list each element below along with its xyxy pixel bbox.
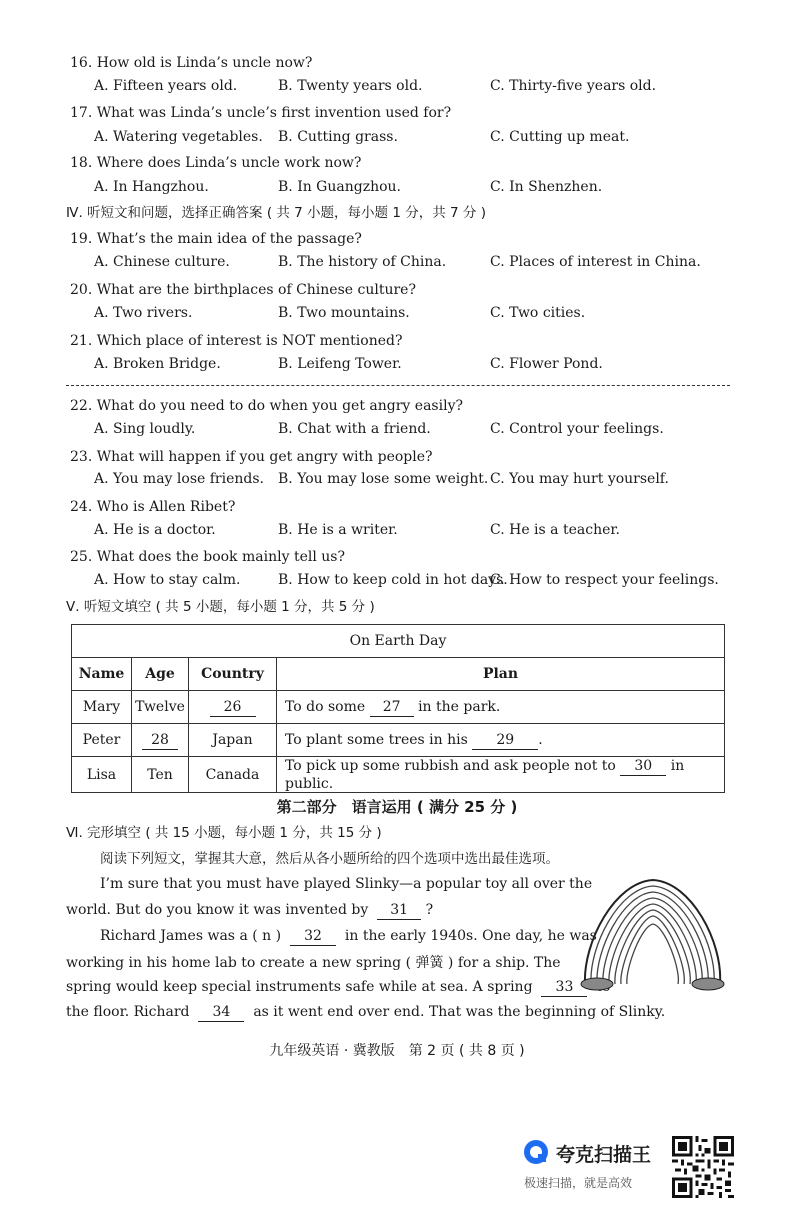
passage-text: Richard James was a ( n ) <box>100 928 282 944</box>
option-a: A. Broken Bridge. <box>94 356 221 372</box>
question-stem: 19. What’s the main idea of the passage? <box>70 231 362 247</box>
table-title: On Earth Day <box>72 625 725 658</box>
brand-name: 夸克扫描王 <box>556 1144 652 1166</box>
passage-text: as it went end over end. That was the beginning of Slinky. <box>253 1004 666 1020</box>
column-header: Age <box>132 658 189 691</box>
cut-line-divider <box>66 385 730 386</box>
cell-country: Japan <box>189 724 277 757</box>
table-header-row <box>72 658 725 691</box>
passage-text: the floor. Richard <box>66 1004 190 1020</box>
section-5-heading: Ⅴ. 听短文填空 ( 共 5 小题，每小题 1 分，共 5 分 ) <box>66 599 375 615</box>
question-stem: 21. Which place of interest is NOT mentioned? <box>70 333 403 349</box>
option-b: B. Leifeng Tower. <box>278 356 402 372</box>
plan-text: in the park. <box>418 698 501 715</box>
blank-30[interactable]: 30 <box>620 757 666 776</box>
brand-slogan: 极速扫描，就是高效 <box>524 1176 633 1190</box>
option-b: B. Two mountains. <box>278 305 410 321</box>
option-c: C. Cutting up meat. <box>490 129 630 145</box>
plan-text: . <box>538 731 543 748</box>
passage-text: ? <box>425 902 434 918</box>
option-c: C. Two cities. <box>490 305 586 321</box>
plan-text: To plant some trees in his <box>285 731 468 748</box>
option-a: A. Fifteen years old. <box>94 78 238 94</box>
qr-code-icon <box>672 1136 734 1198</box>
cell-plan <box>277 724 725 757</box>
column-header: Country <box>189 658 277 691</box>
option-b: B. Cutting grass. <box>278 129 398 145</box>
cell-age: Ten <box>132 757 189 793</box>
option-b: B. You may lose some weight. <box>278 471 489 487</box>
question-stem: 24. Who is Allen Ribet? <box>70 499 236 515</box>
option-a: A. You may lose friends. <box>94 471 264 487</box>
passage-line <box>66 978 610 997</box>
option-b: B. The history of China. <box>278 254 447 270</box>
cell-country: Canada <box>189 757 277 793</box>
slinky-image <box>575 872 730 992</box>
plan-text: in public. <box>285 758 685 792</box>
option-b: B. He is a writer. <box>278 522 398 538</box>
cell-plan <box>277 691 725 724</box>
question-stem: 25. What does the book mainly tell us? <box>70 549 345 565</box>
cell-age <box>132 724 189 757</box>
section-6-instruction: 阅读下列短文，掌握其大意，然后从各小题所给的四个选项中选出最佳选项。 <box>100 851 559 867</box>
cell-name: Peter <box>72 724 132 757</box>
part-2-heading: 第二部分 语言运用 ( 满分 25 分 ) <box>276 798 518 816</box>
section-6-heading: Ⅵ. 完形填空 ( 共 15 小题，每小题 1 分，共 15 分 ) <box>66 825 382 841</box>
table-row <box>72 724 725 757</box>
passage-text: spring would keep special instruments safe while at sea. A spring <box>66 979 533 995</box>
blank-32[interactable]: 32 <box>290 927 336 946</box>
blank-31[interactable]: 31 <box>377 901 421 920</box>
table-row <box>72 691 725 724</box>
question-stem: 16. How old is Linda’s uncle now? <box>70 55 313 71</box>
question-stem: 23. What will happen if you get angry with people? <box>70 449 433 465</box>
option-a: A. Two rivers. <box>94 305 193 321</box>
option-c: C. How to respect your feelings. <box>490 572 719 588</box>
cell-name: Mary <box>72 691 132 724</box>
blank-29[interactable]: 29 <box>472 731 538 750</box>
column-header: Plan <box>277 658 725 691</box>
cell-name: Lisa <box>72 757 132 793</box>
question-stem: 20. What are the birthplaces of Chinese culture? <box>70 282 416 298</box>
option-c: C. Control your feelings. <box>490 421 664 437</box>
passage-line <box>66 1003 665 1022</box>
option-c: C. Thirty-five years old. <box>490 78 657 94</box>
option-a: A. How to stay calm. <box>94 572 241 588</box>
cell-plan <box>277 757 725 793</box>
option-a: A. Chinese culture. <box>94 254 230 270</box>
cell-age: Twelve <box>132 691 189 724</box>
page-footer: 九年级英语 · 冀教版 第 2 页 ( 共 8 页 ) <box>269 1043 525 1059</box>
option-c: C. Flower Pond. <box>490 356 603 372</box>
option-c: C. He is a teacher. <box>490 522 620 538</box>
option-b: B. In Guangzhou. <box>278 179 401 195</box>
cell-country <box>189 691 277 724</box>
option-a: A. In Hangzhou. <box>94 179 209 195</box>
section-4-heading: Ⅳ. 听短文和问题，选择正确答案 ( 共 7 小题，每小题 1 分，共 7 分 ) <box>66 205 486 221</box>
question-stem: 17. What was Linda’s uncle’s first invention used for? <box>70 105 452 121</box>
blank-27[interactable]: 27 <box>370 698 414 717</box>
option-c: C. Places of interest in China. <box>490 254 701 270</box>
question-stem: 22. What do you need to do when you get angry easily? <box>70 398 463 414</box>
passage-text: in the early 1940s. One day, he was <box>344 928 597 944</box>
plan-text: To pick up some rubbish and ask people not to <box>285 758 616 774</box>
option-c: C. In Shenzhen. <box>490 179 603 195</box>
blank-26[interactable]: 26 <box>210 698 256 717</box>
blank-33[interactable]: 33 <box>541 978 587 997</box>
plan-text: To do some <box>285 698 366 715</box>
question-stem: 18. Where does Linda’s uncle work now? <box>70 155 362 171</box>
blank-34[interactable]: 34 <box>198 1003 244 1022</box>
option-a: A. Sing loudly. <box>94 421 196 437</box>
option-b: B. How to keep cold in hot days. <box>278 572 508 588</box>
option-a: A. He is a doctor. <box>94 522 216 538</box>
passage-line: I’m sure that you must have played Slinky—a popular toy all over the <box>100 876 593 892</box>
earth-day-table <box>71 624 725 793</box>
option-c: C. You may hurt yourself. <box>490 471 669 487</box>
passage-line <box>66 901 433 920</box>
blank-28[interactable]: 28 <box>142 731 178 750</box>
passage-text: world. But do you know it was invented by <box>66 902 369 918</box>
table-row <box>72 757 725 793</box>
option-b: B. Twenty years old. <box>278 78 423 94</box>
scanner-watermark <box>522 1138 672 1198</box>
passage-line: working in his home lab to create a new spring ( 弹簧 ) for a ship. The <box>66 955 561 971</box>
column-header: Name <box>72 658 132 691</box>
option-a: A. Watering vegetables. <box>94 129 263 145</box>
quark-logo-icon <box>522 1138 550 1166</box>
option-b: B. Chat with a friend. <box>278 421 431 437</box>
passage-line <box>100 927 597 946</box>
